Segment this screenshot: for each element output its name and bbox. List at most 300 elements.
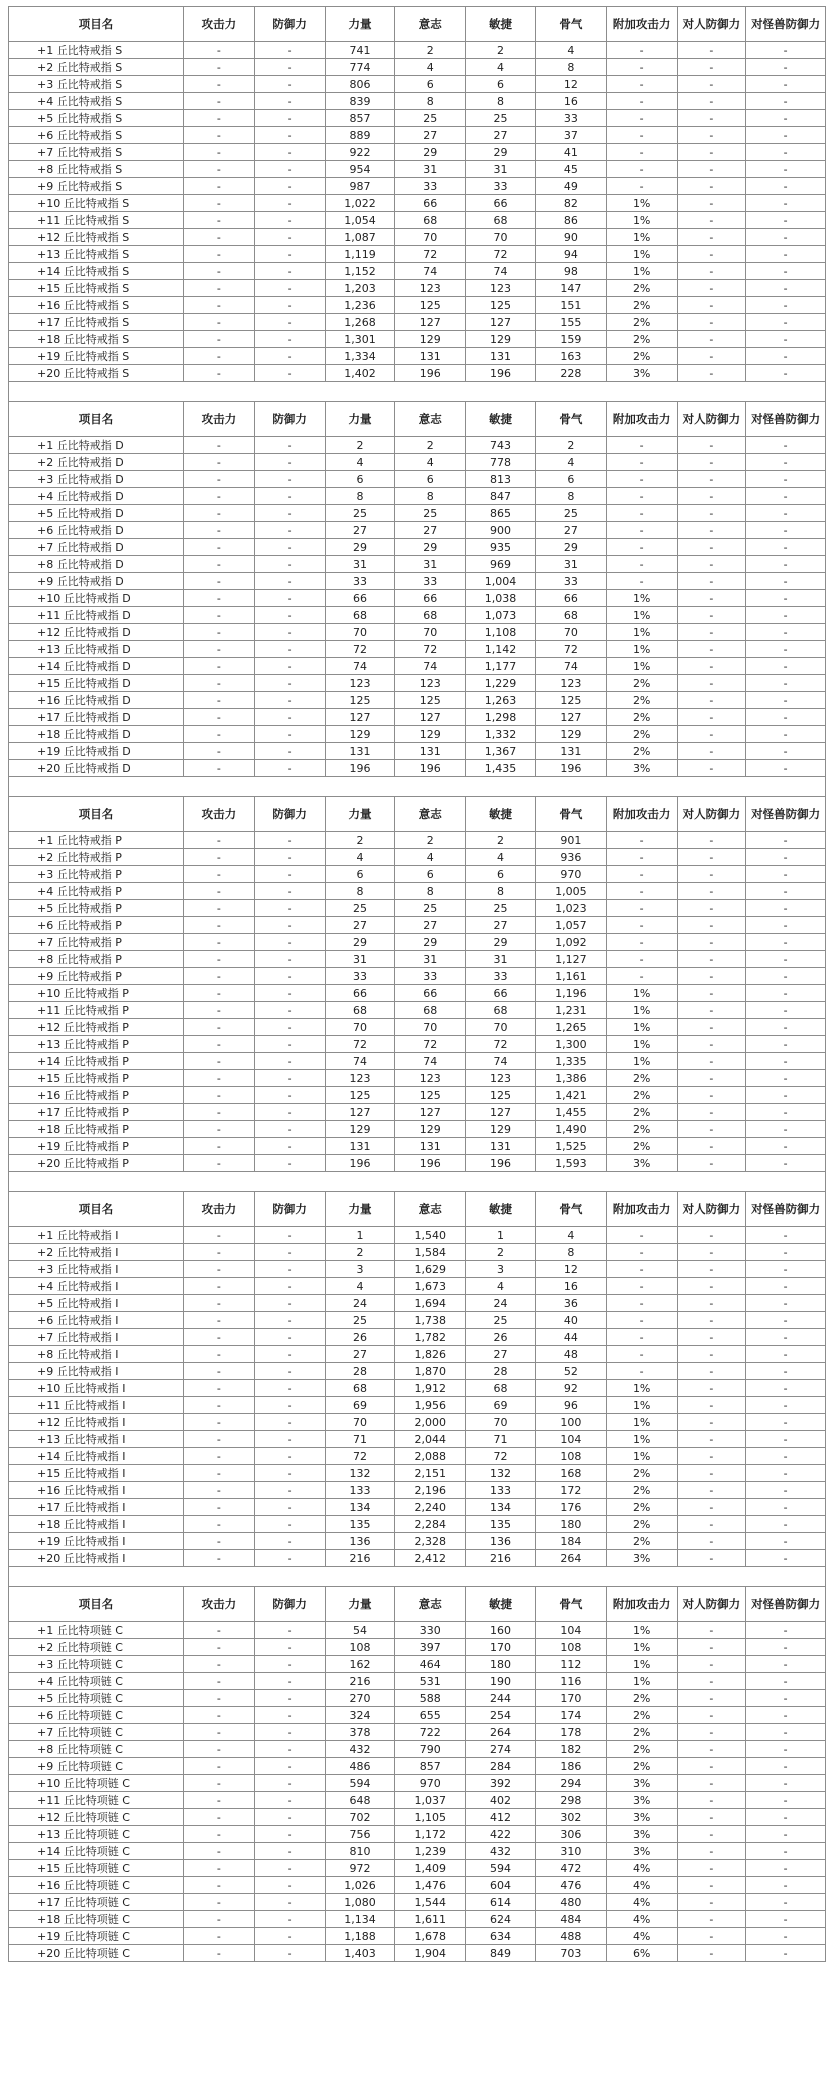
cell-will: 68: [395, 212, 466, 229]
cell-pve-defense: -: [746, 968, 826, 985]
cell-pve-defense: -: [746, 488, 826, 505]
cell-item-name: +16 丘比特戒指 P: [9, 1087, 184, 1104]
cell-pve-defense: -: [746, 1911, 826, 1928]
cell-pvp-defense: -: [677, 883, 746, 900]
cell-pvp-defense: -: [677, 93, 746, 110]
cell-attack: -: [183, 1397, 254, 1414]
cell-attack: -: [183, 1499, 254, 1516]
cell-defense: -: [254, 127, 325, 144]
header-pve-defense: 对怪兽防御力: [746, 1587, 826, 1622]
cell-spirit: 12: [535, 1261, 606, 1278]
header-strength: 力量: [325, 402, 395, 437]
cell-will: 33: [395, 968, 466, 985]
cell-pvp-defense: -: [677, 1155, 746, 1172]
cell-agility: 594: [466, 1860, 536, 1877]
cell-defense: -: [254, 178, 325, 195]
table-row: [9, 607, 826, 624]
cell-item-name: +10 丘比特项链 C: [9, 1775, 184, 1792]
cell-item-name: +6 丘比特戒指 P: [9, 917, 184, 934]
cell-strength: 131: [325, 743, 395, 760]
cell-attack: -: [183, 144, 254, 161]
header-defense: 防御力: [254, 1587, 325, 1622]
cell-extra-attack: 1%: [606, 1431, 677, 1448]
cell-agility: 28: [466, 1363, 536, 1380]
cell-defense: -: [254, 1741, 325, 1758]
cell-attack: -: [183, 1707, 254, 1724]
cell-spirit: 8: [535, 1244, 606, 1261]
cell-pvp-defense: -: [677, 743, 746, 760]
table-row: [9, 1397, 826, 1414]
header-pvp-defense: 对人防御力: [677, 797, 746, 832]
cell-extra-attack: 2%: [606, 1070, 677, 1087]
cell-extra-attack: -: [606, 866, 677, 883]
cell-extra-attack: 2%: [606, 726, 677, 743]
cell-agility: 31: [466, 161, 536, 178]
cell-strength: 4: [325, 454, 395, 471]
cell-will: 125: [395, 297, 466, 314]
cell-extra-attack: -: [606, 59, 677, 76]
cell-attack: -: [183, 1911, 254, 1928]
cell-defense: -: [254, 522, 325, 539]
cell-will: 4: [395, 454, 466, 471]
cell-attack: -: [183, 1775, 254, 1792]
cell-will: 27: [395, 917, 466, 934]
cell-will: 70: [395, 1019, 466, 1036]
cell-defense: -: [254, 1070, 325, 1087]
cell-pve-defense: -: [746, 59, 826, 76]
header-extra-attack: 附加攻击力: [606, 1192, 677, 1227]
cell-spirit: 98: [535, 263, 606, 280]
cell-strength: 196: [325, 1155, 395, 1172]
cell-item-name: +17 丘比特戒指 D: [9, 709, 184, 726]
cell-attack: -: [183, 573, 254, 590]
cell-pvp-defense: -: [677, 365, 746, 382]
cell-strength: 4: [325, 849, 395, 866]
header-pvp-defense: 对人防御力: [677, 1587, 746, 1622]
cell-pve-defense: -: [746, 246, 826, 263]
cell-item-name: +8 丘比特戒指 S: [9, 161, 184, 178]
cell-extra-attack: 1%: [606, 246, 677, 263]
cell-pve-defense: -: [746, 883, 826, 900]
cell-extra-attack: 1%: [606, 263, 677, 280]
cell-agility: 27: [466, 127, 536, 144]
cell-item-name: +13 丘比特戒指 I: [9, 1431, 184, 1448]
cell-pvp-defense: -: [677, 1499, 746, 1516]
cell-item-name: +8 丘比特戒指 P: [9, 951, 184, 968]
cell-extra-attack: 3%: [606, 1155, 677, 1172]
cell-agility: 134: [466, 1499, 536, 1516]
cell-attack: -: [183, 539, 254, 556]
table-row: [9, 195, 826, 212]
cell-item-name: +19 丘比特戒指 D: [9, 743, 184, 760]
cell-pvp-defense: -: [677, 110, 746, 127]
cell-attack: -: [183, 42, 254, 59]
cell-defense: -: [254, 263, 325, 280]
cell-extra-attack: 1%: [606, 624, 677, 641]
cell-item-name: +14 丘比特戒指 I: [9, 1448, 184, 1465]
cell-extra-attack: 1%: [606, 1673, 677, 1690]
cell-will: 31: [395, 161, 466, 178]
cell-spirit: 2: [535, 437, 606, 454]
cell-pvp-defense: -: [677, 1775, 746, 1792]
cell-extra-attack: 2%: [606, 1690, 677, 1707]
cell-spirit: 178: [535, 1724, 606, 1741]
cell-attack: -: [183, 743, 254, 760]
table-row: [9, 1792, 826, 1809]
cell-attack: -: [183, 229, 254, 246]
cell-defense: -: [254, 709, 325, 726]
table-row: [9, 1877, 826, 1894]
cell-strength: 1,152: [325, 263, 395, 280]
cell-attack: -: [183, 454, 254, 471]
cell-attack: -: [183, 297, 254, 314]
cell-agility: 1,073: [466, 607, 536, 624]
cell-pve-defense: -: [746, 1278, 826, 1295]
cell-will: 1,956: [395, 1397, 466, 1414]
cell-attack: -: [183, 1877, 254, 1894]
cell-will: 27: [395, 522, 466, 539]
cell-will: 25: [395, 110, 466, 127]
cell-will: 131: [395, 1138, 466, 1155]
stats-document: [8, 6, 826, 1962]
header-strength: 力量: [325, 1192, 395, 1227]
table-row: [9, 93, 826, 110]
cell-spirit: 96: [535, 1397, 606, 1414]
cell-defense: -: [254, 1104, 325, 1121]
cell-pvp-defense: -: [677, 1448, 746, 1465]
cell-item-name: +6 丘比特戒指 S: [9, 127, 184, 144]
cell-attack: -: [183, 93, 254, 110]
header-item-name: 项目名: [9, 7, 184, 42]
cell-defense: -: [254, 1465, 325, 1482]
cell-spirit: 484: [535, 1911, 606, 1928]
table-row: [9, 1104, 826, 1121]
cell-agility: 4: [466, 849, 536, 866]
cell-strength: 1,236: [325, 297, 395, 314]
cell-pvp-defense: -: [677, 1622, 746, 1639]
table-row: [9, 1295, 826, 1312]
cell-pve-defense: -: [746, 1363, 826, 1380]
cell-pve-defense: -: [746, 1550, 826, 1567]
cell-pve-defense: -: [746, 365, 826, 382]
cell-will: 25: [395, 505, 466, 522]
cell-pve-defense: -: [746, 1414, 826, 1431]
cell-extra-attack: -: [606, 522, 677, 539]
cell-agility: 274: [466, 1741, 536, 1758]
cell-spirit: 129: [535, 726, 606, 743]
cell-defense: -: [254, 42, 325, 59]
cell-pve-defense: -: [746, 760, 826, 777]
cell-pvp-defense: -: [677, 1261, 746, 1278]
cell-agility: 72: [466, 1448, 536, 1465]
table-row: [9, 1758, 826, 1775]
cell-attack: -: [183, 1843, 254, 1860]
cell-strength: 28: [325, 1363, 395, 1380]
cell-pvp-defense: -: [677, 471, 746, 488]
cell-will: 655: [395, 1707, 466, 1724]
cell-item-name: +3 丘比特戒指 D: [9, 471, 184, 488]
cell-item-name: +13 丘比特项链 C: [9, 1826, 184, 1843]
cell-defense: -: [254, 1244, 325, 1261]
cell-pve-defense: -: [746, 1070, 826, 1087]
cell-will: 1,870: [395, 1363, 466, 1380]
cell-item-name: +11 丘比特戒指 P: [9, 1002, 184, 1019]
cell-item-name: +3 丘比特项链 C: [9, 1656, 184, 1673]
cell-strength: 125: [325, 692, 395, 709]
cell-pve-defense: -: [746, 1533, 826, 1550]
cell-agility: 254: [466, 1707, 536, 1724]
cell-pve-defense: -: [746, 743, 826, 760]
cell-defense: -: [254, 59, 325, 76]
cell-agility: 2: [466, 832, 536, 849]
cell-attack: -: [183, 1414, 254, 1431]
cell-strength: 27: [325, 522, 395, 539]
cell-extra-attack: 2%: [606, 1087, 677, 1104]
cell-pvp-defense: -: [677, 1860, 746, 1877]
cell-will: 127: [395, 1104, 466, 1121]
cell-extra-attack: 3%: [606, 760, 677, 777]
cell-extra-attack: 2%: [606, 1499, 677, 1516]
cell-item-name: +11 丘比特戒指 D: [9, 607, 184, 624]
cell-pve-defense: -: [746, 1002, 826, 1019]
cell-spirit: 172: [535, 1482, 606, 1499]
cell-pve-defense: -: [746, 849, 826, 866]
cell-attack: -: [183, 1482, 254, 1499]
cell-item-name: +9 丘比特项链 C: [9, 1758, 184, 1775]
cell-attack: -: [183, 1053, 254, 1070]
cell-spirit: 196: [535, 760, 606, 777]
table-row: [9, 331, 826, 348]
cell-item-name: +17 丘比特戒指 S: [9, 314, 184, 331]
cell-will: 722: [395, 1724, 466, 1741]
cell-extra-attack: 1%: [606, 1397, 677, 1414]
table-row: [9, 1070, 826, 1087]
cell-agility: 900: [466, 522, 536, 539]
cell-pve-defense: -: [746, 934, 826, 951]
cell-strength: 2: [325, 832, 395, 849]
cell-attack: -: [183, 110, 254, 127]
cell-defense: -: [254, 1792, 325, 1809]
table-row: [9, 1261, 826, 1278]
cell-pve-defense: -: [746, 539, 826, 556]
cell-spirit: 1,300: [535, 1036, 606, 1053]
header-strength: 力量: [325, 797, 395, 832]
cell-attack: -: [183, 900, 254, 917]
cell-pve-defense: -: [746, 42, 826, 59]
cell-defense: -: [254, 1397, 325, 1414]
cell-strength: 1,268: [325, 314, 395, 331]
cell-spirit: 488: [535, 1928, 606, 1945]
table-row: [9, 505, 826, 522]
cell-item-name: +9 丘比特戒指 P: [9, 968, 184, 985]
cell-defense: -: [254, 331, 325, 348]
cell-attack: -: [183, 1724, 254, 1741]
cell-strength: 68: [325, 607, 395, 624]
cell-item-name: +10 丘比特戒指 S: [9, 195, 184, 212]
table-row: [9, 849, 826, 866]
cell-extra-attack: 3%: [606, 1550, 677, 1567]
cell-item-name: +17 丘比特项链 C: [9, 1894, 184, 1911]
cell-will: 2: [395, 437, 466, 454]
cell-will: 857: [395, 1758, 466, 1775]
cell-extra-attack: 2%: [606, 1741, 677, 1758]
cell-defense: -: [254, 1533, 325, 1550]
cell-defense: -: [254, 314, 325, 331]
cell-will: 1,904: [395, 1945, 466, 1962]
table-row: [9, 1036, 826, 1053]
cell-attack: -: [183, 1036, 254, 1053]
cell-will: 1,738: [395, 1312, 466, 1329]
header-pvp-defense: 对人防御力: [677, 7, 746, 42]
cell-agility: 26: [466, 1329, 536, 1346]
cell-item-name: +9 丘比特戒指 S: [9, 178, 184, 195]
cell-agility: 969: [466, 556, 536, 573]
cell-pve-defense: -: [746, 1826, 826, 1843]
cell-strength: 378: [325, 1724, 395, 1741]
cell-spirit: 155: [535, 314, 606, 331]
cell-agility: 284: [466, 1758, 536, 1775]
cell-attack: -: [183, 692, 254, 709]
cell-extra-attack: 1%: [606, 1639, 677, 1656]
cell-spirit: 901: [535, 832, 606, 849]
cell-strength: 66: [325, 985, 395, 1002]
cell-item-name: +4 丘比特戒指 S: [9, 93, 184, 110]
cell-extra-attack: 4%: [606, 1911, 677, 1928]
cell-attack: -: [183, 348, 254, 365]
header-item-name: 项目名: [9, 1587, 184, 1622]
cell-attack: -: [183, 624, 254, 641]
table-gap: [8, 1567, 826, 1586]
cell-pve-defense: -: [746, 93, 826, 110]
cell-defense: -: [254, 556, 325, 573]
cell-pvp-defense: -: [677, 488, 746, 505]
header-item-name: 项目名: [9, 402, 184, 437]
cell-extra-attack: -: [606, 900, 677, 917]
table-row: [9, 1639, 826, 1656]
cell-spirit: 123: [535, 675, 606, 692]
cell-item-name: +7 丘比特戒指 I: [9, 1329, 184, 1346]
cell-pvp-defense: -: [677, 934, 746, 951]
cell-agility: 935: [466, 539, 536, 556]
cell-agility: 160: [466, 1622, 536, 1639]
cell-extra-attack: -: [606, 1227, 677, 1244]
cell-agility: 1,142: [466, 641, 536, 658]
cell-pve-defense: -: [746, 1155, 826, 1172]
cell-pvp-defense: -: [677, 195, 746, 212]
table-row: [9, 1928, 826, 1945]
cell-defense: -: [254, 110, 325, 127]
cell-pvp-defense: -: [677, 675, 746, 692]
cell-agility: 33: [466, 968, 536, 985]
cell-spirit: 1,525: [535, 1138, 606, 1155]
cell-defense: -: [254, 1414, 325, 1431]
cell-strength: 72: [325, 1036, 395, 1053]
table-row: [9, 726, 826, 743]
cell-will: 29: [395, 144, 466, 161]
table-row: [9, 539, 826, 556]
header-will: 意志: [395, 402, 466, 437]
cell-pve-defense: -: [746, 1465, 826, 1482]
cell-spirit: 4: [535, 1227, 606, 1244]
cell-strength: 432: [325, 1741, 395, 1758]
cell-attack: -: [183, 59, 254, 76]
cell-defense: -: [254, 1550, 325, 1567]
cell-strength: 196: [325, 760, 395, 777]
table-row: [9, 1019, 826, 1036]
cell-attack: -: [183, 1121, 254, 1138]
cell-pvp-defense: -: [677, 1329, 746, 1346]
cell-defense: -: [254, 144, 325, 161]
cell-defense: -: [254, 866, 325, 883]
cell-pve-defense: -: [746, 1482, 826, 1499]
cell-item-name: +5 丘比特戒指 P: [9, 900, 184, 917]
cell-will: 131: [395, 348, 466, 365]
table-row: [9, 1380, 826, 1397]
table-gap: [8, 1172, 826, 1191]
cell-spirit: 112: [535, 1656, 606, 1673]
cell-defense: -: [254, 1639, 325, 1656]
cell-defense: -: [254, 539, 325, 556]
cell-item-name: +1 丘比特项链 C: [9, 1622, 184, 1639]
cell-defense: -: [254, 1928, 325, 1945]
cell-pve-defense: -: [746, 454, 826, 471]
cell-extra-attack: -: [606, 76, 677, 93]
cell-strength: 1,134: [325, 1911, 395, 1928]
cell-pvp-defense: -: [677, 590, 746, 607]
cell-agility: 2: [466, 42, 536, 59]
table-row: [9, 1329, 826, 1346]
cell-extra-attack: 2%: [606, 1121, 677, 1138]
cell-pvp-defense: -: [677, 331, 746, 348]
table-row: [9, 760, 826, 777]
table-row: [9, 522, 826, 539]
cell-defense: -: [254, 900, 325, 917]
cell-spirit: 1,335: [535, 1053, 606, 1070]
header-attack: 攻击力: [183, 402, 254, 437]
cell-will: 2,196: [395, 1482, 466, 1499]
cell-defense: -: [254, 1087, 325, 1104]
cell-attack: -: [183, 471, 254, 488]
cell-extra-attack: -: [606, 471, 677, 488]
cell-attack: -: [183, 1809, 254, 1826]
cell-item-name: +19 丘比特戒指 S: [9, 348, 184, 365]
cell-pve-defense: -: [746, 556, 826, 573]
cell-strength: 25: [325, 505, 395, 522]
cell-attack: -: [183, 331, 254, 348]
cell-will: 1,037: [395, 1792, 466, 1809]
cell-defense: -: [254, 1138, 325, 1155]
table-header-row: [9, 1192, 826, 1227]
cell-agility: 8: [466, 93, 536, 110]
cell-spirit: 70: [535, 624, 606, 641]
cell-extra-attack: 3%: [606, 1843, 677, 1860]
cell-attack: -: [183, 968, 254, 985]
cell-strength: 131: [325, 1138, 395, 1155]
cell-extra-attack: 2%: [606, 1482, 677, 1499]
stats-table: [8, 1191, 826, 1567]
cell-will: 127: [395, 709, 466, 726]
cell-pve-defense: -: [746, 1622, 826, 1639]
table-row: [9, 1809, 826, 1826]
table-row: [9, 1121, 826, 1138]
header-pvp-defense: 对人防御力: [677, 1192, 746, 1227]
cell-defense: -: [254, 1448, 325, 1465]
cell-defense: -: [254, 246, 325, 263]
cell-defense: -: [254, 1724, 325, 1741]
header-extra-attack: 附加攻击力: [606, 402, 677, 437]
cell-pvp-defense: -: [677, 624, 746, 641]
cell-agility: 6: [466, 866, 536, 883]
